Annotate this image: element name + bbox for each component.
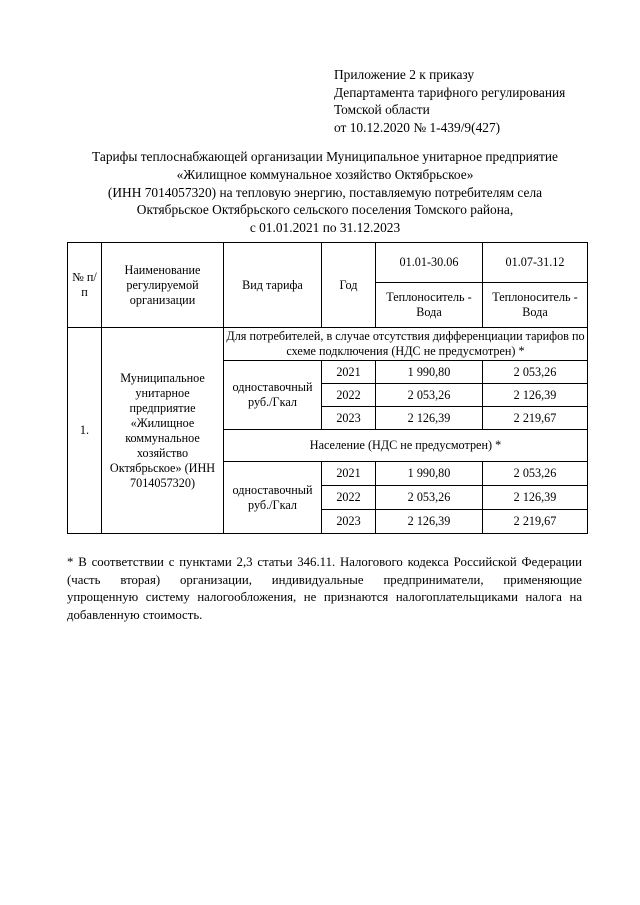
value-cell: 2 126,39 <box>483 486 588 510</box>
header-period-1: 01.01-30.06 <box>376 243 483 283</box>
header-period-2: 01.07-31.12 <box>483 243 588 283</box>
header-carrier-2: Теплоноситель - Вода <box>483 283 588 328</box>
value-cell: 2 053,26 <box>483 462 588 486</box>
value-cell: 1 990,80 <box>376 462 483 486</box>
year-cell: 2021 <box>322 462 376 486</box>
footnote-line: (часть вторая) организации, индивидуальные предприниматели, применяющие <box>67 572 582 587</box>
group-label-population: Население (НДС не предусмотрен) * <box>224 430 588 462</box>
tariff-type-cell: одноставочный руб./Гкал <box>224 361 322 430</box>
year-cell: 2022 <box>322 384 376 407</box>
value-cell: 2 219,67 <box>483 510 588 534</box>
document-title <box>60 148 590 237</box>
header-organization: Наименование регулируемой организации <box>102 243 224 328</box>
value-cell: 2 053,26 <box>376 384 483 407</box>
appendix-line: Томской области <box>334 102 430 117</box>
tariff-type-cell: одноставочный руб./Гкал <box>224 462 322 534</box>
value-cell: 2 126,39 <box>483 384 588 407</box>
footnote <box>67 554 582 624</box>
organization-name: Муниципальное унитарное предприятие «Жилищное коммунальное хозяйство Октябрьское» (ИНН 7014057320) <box>102 328 224 534</box>
title-line: «Жилищное коммунальное хозяйство Октябрьское» <box>176 166 474 182</box>
group-label-consumers: Для потребителей, в случае отсутствия дифференциации тарифов по схеме подключения (НДС не предусмотрен) * <box>224 328 588 361</box>
title-line: Тарифы теплоснабжающей организации Муниципальное унитарное предприятие <box>92 149 558 164</box>
title-line: с 01.01.2021 по 31.12.2023 <box>249 220 401 236</box>
header-year: Год <box>322 243 376 328</box>
year-cell: 2022 <box>322 486 376 510</box>
appendix-line: Департамента тарифного регулирования <box>334 84 566 100</box>
year-cell: 2023 <box>322 407 376 430</box>
footnote-line: * В соответствии с пунктами 2,3 статьи 346.11. Налогового кодекса Российской Федерации <box>67 555 582 569</box>
value-cell: 2 126,39 <box>376 407 483 430</box>
value-cell: 2 053,26 <box>483 361 588 384</box>
value-cell: 1 990,80 <box>376 361 483 384</box>
year-cell: 2023 <box>322 510 376 534</box>
title-line: Октябрьское Октябрьского сельского поселения Томского района, <box>136 202 514 218</box>
value-cell: 2 126,39 <box>376 510 483 534</box>
header-tariff-type: Вид тарифа <box>224 243 322 328</box>
appendix-line: от 10.12.2020 № 1-439/9(427) <box>334 119 501 135</box>
appendix-line: Приложение 2 к приказу <box>334 67 475 82</box>
appendix-block <box>334 66 565 136</box>
footnote-line: упрощенную систему налогообложения, не признаются налогоплательщиками налога на <box>67 590 582 604</box>
value-cell: 2 219,67 <box>483 407 588 430</box>
tariff-table <box>67 242 588 534</box>
title-line: (ИНН 7014057320) на тепловую энергию, поставляемую потребителям села <box>107 184 543 200</box>
value-cell: 2 053,26 <box>376 486 483 510</box>
header-carrier-1: Теплоноситель - Вода <box>376 283 483 328</box>
row-number: 1. <box>68 328 102 534</box>
footnote-line: добавленную стоимость. <box>67 607 203 622</box>
header-num: № п/п <box>68 243 102 328</box>
year-cell: 2021 <box>322 361 376 384</box>
